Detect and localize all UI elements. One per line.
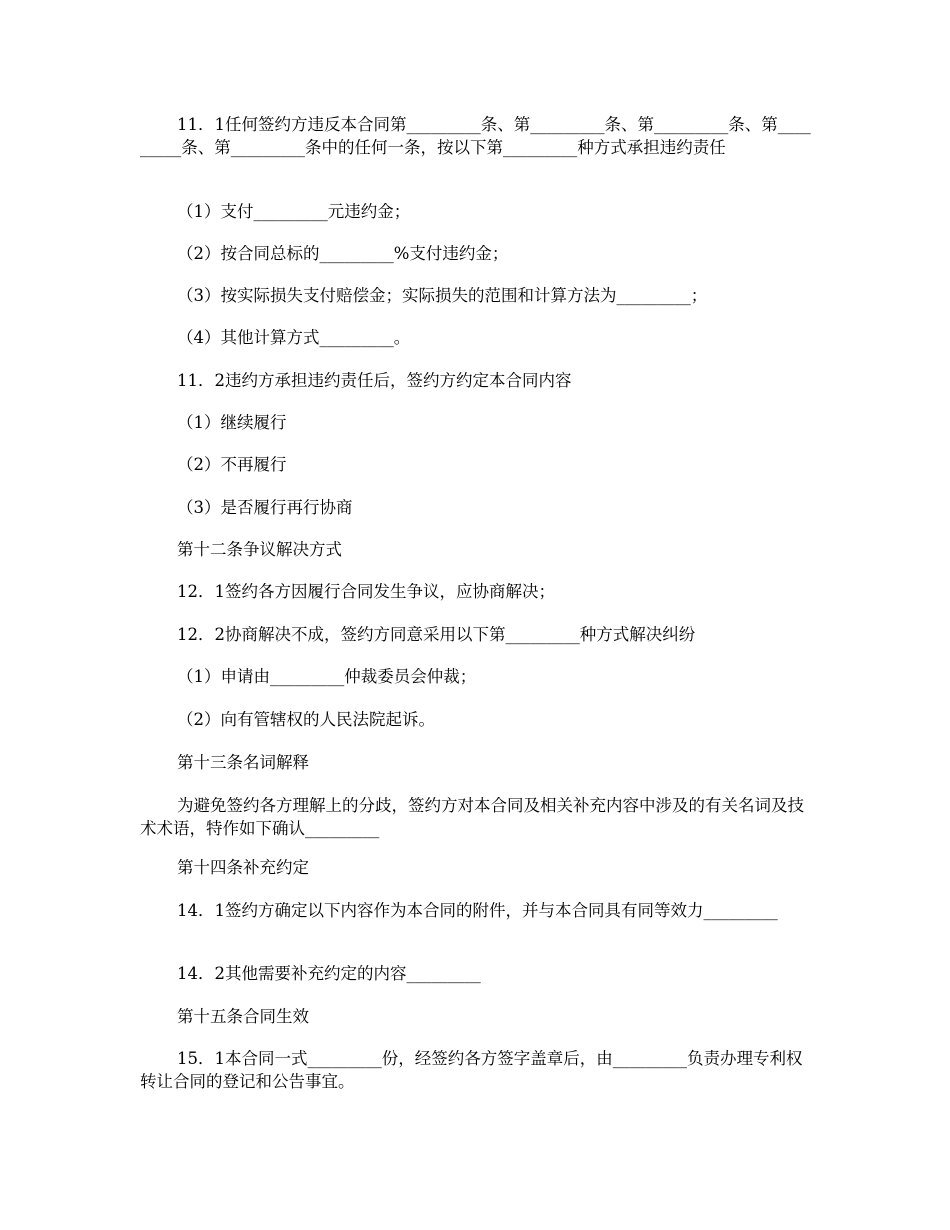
clause-14-1: 14．1签约方确定以下内容作为本合同的附件，并与本合同具有同等效力_________ bbox=[177, 901, 778, 920]
section-heading-13: 第十三条名词解释 bbox=[177, 753, 309, 772]
section-heading-12: 第十二条争议解决方式 bbox=[177, 540, 342, 559]
clause-11-2-option-1: （1）继续履行 bbox=[177, 413, 287, 432]
clause-11-2-option-2: （2）不再履行 bbox=[177, 455, 287, 474]
clause-12-2: 12．2协商解决不成，签约方同意采用以下第_________种方式解决纠纷 bbox=[177, 625, 696, 644]
clause-11-1-option-3: （3）按实际损失支付赔偿金；实际损失的范围和计算方法为_________； bbox=[177, 286, 708, 305]
clause-11-1-option-4: （4）其他计算方式_________。 bbox=[177, 328, 411, 347]
clause-15-1: 15．1本合同一式_________份，经签约各方签字盖章后，由_________负责办理专利权转让合同的登记和公告事宜。 bbox=[140, 1049, 803, 1091]
section-heading-14: 第十四条补充约定 bbox=[177, 858, 309, 877]
clause-12-1: 12．1签约各方因履行合同发生争议，应协商解决； bbox=[177, 582, 555, 601]
clause-12-2-option-1: （1）申请由_________仲裁委员会仲裁； bbox=[177, 667, 477, 686]
clause-11-1: 11．1任何签约方违反本合同第_________条、第_________条、第_________条、第_________条、第_________条中的任何一条，按以下第_________种方式承担违约责任 bbox=[140, 115, 811, 157]
clause-14-2: 14．2其他需要补充约定的内容_________ bbox=[177, 964, 481, 983]
clause-11-1-option-1: （1）支付_________元违约金； bbox=[177, 202, 411, 221]
clause-11-1-option-2: （2）按合同总标的_________%支付违约金； bbox=[177, 244, 509, 263]
clause-11-2: 11．2违约方承担违约责任后，签约方约定本合同内容 bbox=[177, 371, 572, 390]
clause-13-body: 为避免签约各方理解上的分歧，签约方对本合同及相关补充内容中涉及的有关名词及技术术语，特作如下确认_________ bbox=[140, 796, 804, 838]
clause-11-2-option-3: （3）是否履行再行协商 bbox=[177, 498, 353, 517]
clause-12-2-option-2: （2）向有管辖权的人民法院起诉。 bbox=[177, 710, 435, 729]
section-heading-15: 第十五条合同生效 bbox=[177, 1007, 309, 1026]
